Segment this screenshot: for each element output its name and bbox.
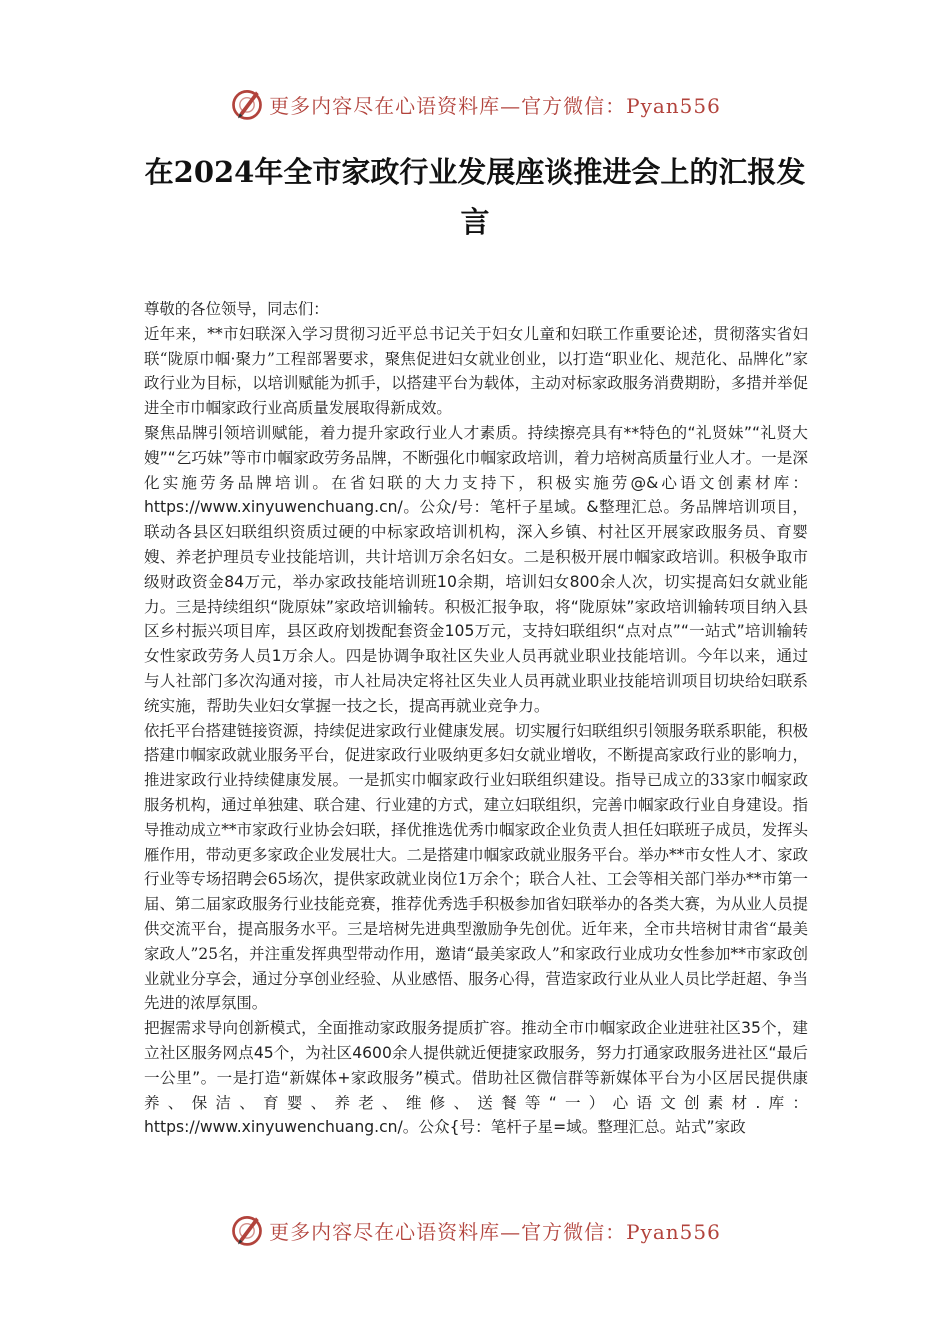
banner-text: 更多内容尽在心语资料库—官方微信：Pyan556 bbox=[269, 1219, 721, 1244]
pen-logo-icon bbox=[229, 86, 265, 122]
document-body bbox=[144, 297, 808, 1140]
paragraph-platform: 依托平台搭建链接资源，持续促进家政行业健康发展。切实履行妇联组织引领服务联系职能，积极搭建巾帼家政就业服务平台，促进家政行业吸纳更多妇女就业增收，不断提高家政行业的影响力，推进家政行业持续健康发展。一是抓实巾帼家政行业妇联组织建设。指导已成立的33家巾帼家政服务机构，通过单独建、联合建、行业建的方式，建立妇联组织，完善巾帼家政行业自身建设。指导推动成立**市家政行业协会妇联，择优推选优秀巾帼家政企业负责人担任妇联班子成员，发挥头雁作用，带动更多家政企业发展壮大。二是搭建巾帼家政就业服务平台。举办**市女性人才、家政行业等专场招聘会65场次，提供家政就业岗位1万余个；联合人社、工会等相关部门举办**市第一届、第二届家政服务行业技能竞赛，推荐优秀选手积极参加省妇联举办的各类大赛，为从业人员提供交流平台，提高服务水平。三是培树先进典型激励争先创优。近年来，全市共培树甘肃省“最美家政人”25名，并注重发挥典型带动作用，邀请“最美家政人”和家政行业成功女性参加**市家政创业就业分享会，通过分享创业经验、从业感悟、服务心得，营造家政行业从业人员比学赶超、争当先进的浓厚氛围。 bbox=[144, 721, 808, 1013]
footer-banner bbox=[0, 1210, 950, 1250]
paragraph-demand: 把握需求导向创新模式，全面推动家政服务提质扩容。推动全市巾帼家政企业进驻社区35个，建立社区服务网点45个，为社区4600余人提供就近便捷家政服务，努力打通家政服务进社区“最后一公里”。一是打造“新媒体+家政服务”模式。借助社区微信群等新媒体平台为小区居民提供康养、保洁、育婴、养老、维修、送餐等“一）心语文创素材.库：https://www.xinyuwenchuang.cn/。公众{号：笔杆子星=域。整理汇总。站式”家政 bbox=[144, 1019, 808, 1137]
paragraph-training: 聚焦品牌引领培训赋能，着力提升家政行业人才素质。持续擦亮具有**特色的“礼贤妹”“礼贤大嫂”“乞巧妹”等市巾帼家政劳务品牌，不断强化巾帼家政培训，着力培树高质量行业人才。一是深化实施劳务品牌培训。在省妇联的大力支持下，积极实施劳@&心语文创素材库：https://www.xinyuwenchuang.cn/。公众/号：笔杆子星域。&整理汇总。务品牌培训项目，联动各县区妇联组织资质过硬的中标家政培训机构，深入乡镇、村社区开展家政服务员、育婴嫂、养老护理员专业技能培训，共计培训万余名妇女。二是积极开展巾帼家政培训。积极争取市级财政资金84万元，举办家政技能培训班10余期，培训妇女800余人次，切实提高妇女就业能力。三是持续组织“陇原妹”家政培训输转。积极汇报争取，将“陇原妹”家政培训输转项目纳入县区乡村振兴项目库，县区政府划拨配套资金105万元，支持妇联组织“点对点”“一站式”培训输转女性家政劳务人员1万余人。四是协调争取社区失业人员再就业职业技能培训。今年以来，通过与人社部门多次沟通对接，市人社局决定将社区失业人员再就业职业技能培训项目切块给妇联系统实施，帮助失业妇女掌握一技之长，提高再就业竞争力。 bbox=[144, 423, 808, 715]
salutation: 尊敬的各位领导，同志们： bbox=[144, 300, 329, 318]
banner-text: 更多内容尽在心语资料库—官方微信：Pyan556 bbox=[269, 93, 721, 118]
document-title: 在2024年全市家政行业发展座谈推进会上的汇报发言 bbox=[144, 155, 806, 239]
header-banner bbox=[0, 84, 950, 124]
pen-logo-icon bbox=[229, 1212, 265, 1248]
paragraph-intro: 近年来，**市妇联深入学习贯彻习近平总书记关于妇女儿童和妇联工作重要论述，贯彻落实省妇联“陇原巾帼·聚力”工程部署要求，聚焦促进妇女就业创业，以打造“职业化、规范化、品牌化”家政行业为目标，以培训赋能为抓手，以搭建平台为载体，主动对标家政服务消费期盼，多措并举促进全市巾帼家政行业高质量发展取得新成效。 bbox=[144, 324, 808, 418]
